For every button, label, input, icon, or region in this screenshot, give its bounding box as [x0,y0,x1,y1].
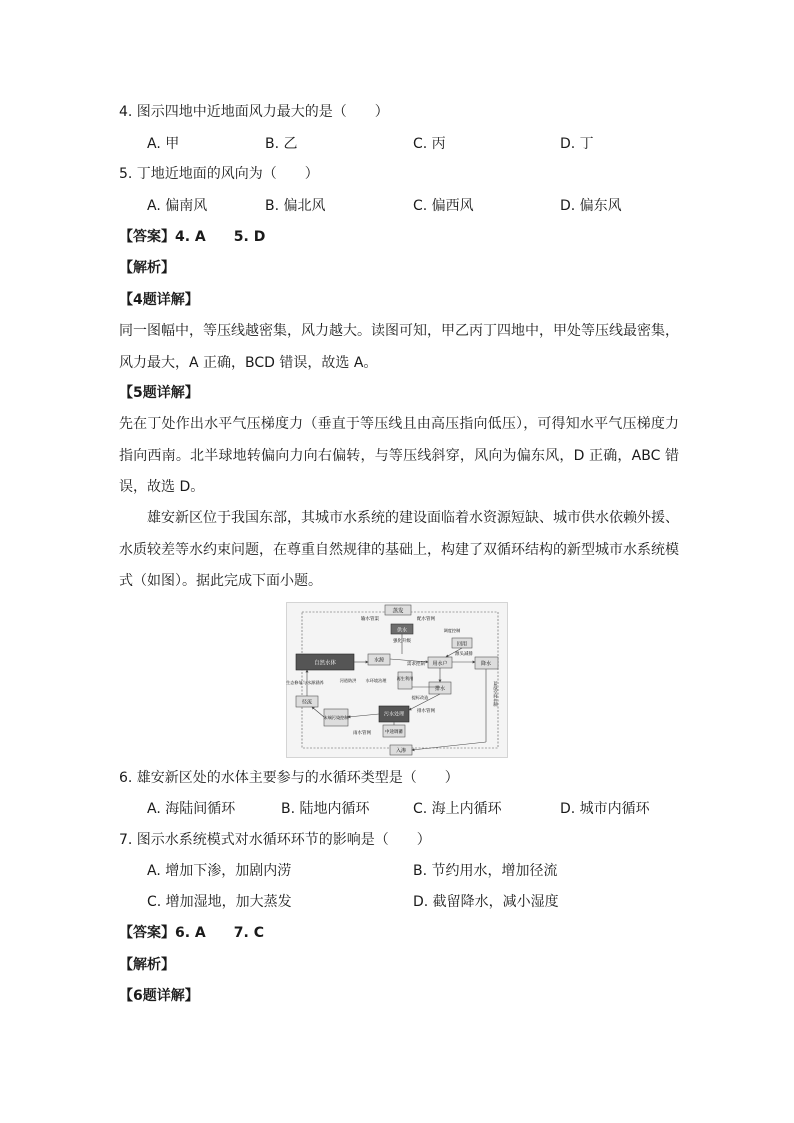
q5-option-d: D. 偏东风 [560,198,622,214]
diagram-label-infil: 入渗 [395,748,407,754]
question-4-stem: 4. 图示四地中近地面风力最大的是（ ） [119,104,389,120]
question-7-stem: 7. 图示水系统模式对水循环环节的影响是（ ） [119,832,431,848]
q6-option-b: B. 陆地内循环 [281,801,370,817]
detail-4-heading: 【4题详解】 [119,292,199,308]
q6-option-a: A. 海陆间循环 [147,801,236,817]
diagram-label-reduce: 源头减排 [455,652,473,657]
diagram-label-natural: 自然水体 [313,660,337,667]
intro-paragraph: 雄安新区位于我国东部，其城市水系统的建设面临着水资源短缺、城市供水依赖外援、水质较差等水约束问题，在尊重自然规律的基础上，构建了双循环结构的新型城市水系统模式（如图）。据此完成下面小题。 [119,510,679,589]
analysis-heading-1: 【解析】 [119,260,175,276]
q4-option-a: A. 甲 [147,136,180,152]
diagram-label-drain: 排水 [434,686,446,692]
diagram-label-runoff: 径流 [301,699,313,706]
q4-option-c: C. 丙 [413,136,446,152]
diagram-label-user: 用水户 [432,661,448,667]
q7-option-a: A. 增加下渗，加剧内涝 [147,863,292,879]
q7-option-b: B. 节约用水，增加径流 [413,863,558,879]
diagram-label-evap: 蒸发 [392,608,404,615]
diagram-label-treat: 污水处理 [383,711,405,718]
diagram-label-transfer: 输水管渠 [361,617,379,622]
diagram-label-pollution: 末端污染控制 [323,715,349,720]
q5-option-c: C. 偏西风 [413,198,474,214]
analysis-heading-2: 【解析】 [119,957,175,973]
diagram-label-rain: 降水 [480,661,492,667]
diagram-label-mid: 中途调蓄 [385,730,403,735]
diagram-label-supply-net: 配水管网 [417,617,435,622]
diagram-label-recycle: 再生利用 [396,676,414,681]
diagram-label-quota: 需求控制 [407,662,425,667]
diagram-label-river: 河道防洪 [339,678,357,683]
diagram-label-env: 水环境治理 [365,678,387,683]
q6-option-c: C. 海上内循环 [413,801,502,817]
water-system-diagram [286,602,508,758]
diagram-label-std: 提标改造 [411,695,429,700]
q4-option-b: B. 乙 [265,136,298,152]
question-6-stem: 6. 雄安新区处的水体主要参与的水循环类型是（ ） [119,770,459,786]
q7-option-d: D. 截留降水，减小湿度 [413,894,559,910]
answer-4-5: 【答案】4. A 5. D [119,229,266,245]
detail-5-text: 先在丁处作出水平气压梯度力（垂直于等压线且由高压指向低压），可得知水平气压梯度力指向西南。北半球地转偏向力向右偏转，与等压线斜穿，风向为偏东风，D 正确，ABC 错误，故选 D。 [119,416,679,495]
q5-option-b: B. 偏北风 [265,198,326,214]
diagram-label-eco: 生态修复与水源涵养 [286,680,324,685]
question-5-stem: 5. 丁地近地面的风向为（ ） [119,166,319,182]
q4-option-d: D. 丁 [560,136,594,152]
q5-option-a: A. 偏南风 [147,198,208,214]
detail-6-heading: 【6题详解】 [119,988,199,1004]
q6-option-d: D. 城市内循环 [560,801,650,817]
diagram-label-source: 水源 [373,657,385,664]
detail-5-heading: 【5题详解】 [119,385,199,401]
diagram-label-water-supply: 供水 [396,627,408,634]
detail-4-text: 同一图幅中，等压线越密集，风力越大。读图可知，甲乙丙丁四地中，甲处等压线最密集，风力最大，A 正确，BCD 错误，故选 A。 [119,323,679,371]
diagram-label-drain-net: 排水管网 [417,709,435,714]
answer-6-7: 【答案】6. A 7. C [119,925,264,941]
q7-option-c: C. 增加湿地，加大蒸发 [147,894,292,910]
diagram-label-rain-net: 雨水管网 [353,731,371,736]
diagram-label-strengthen: 强化升级 [393,639,411,644]
diagram-label-green: 蓝绿空间控制 [493,681,499,707]
diagram-label-sched: 调度控制 [443,628,461,633]
diagram-label-reuse: 回用 [456,641,468,648]
